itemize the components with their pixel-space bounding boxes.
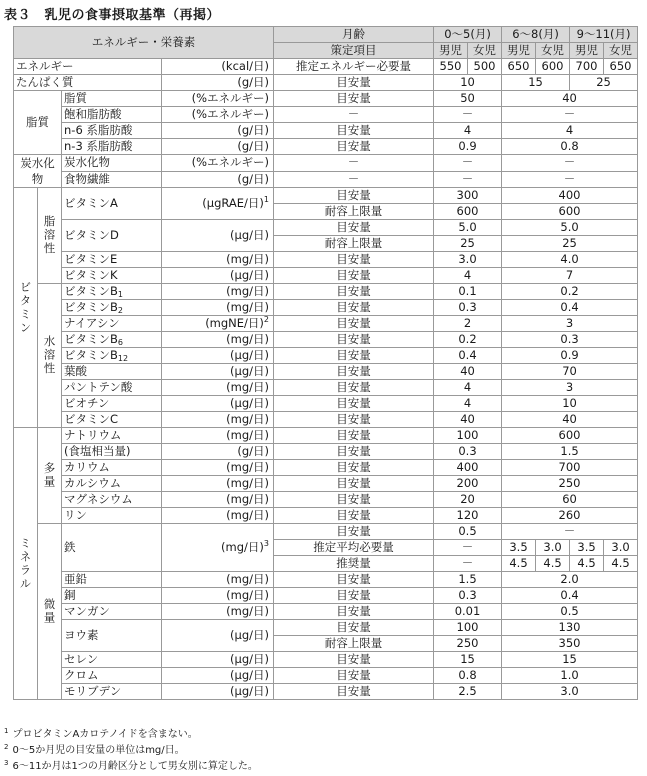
- value-cell: 0.5: [502, 604, 638, 620]
- value-cell: 4: [502, 123, 638, 139]
- dash-cell: －: [502, 524, 638, 540]
- category-vitamin: ビタミン: [14, 188, 38, 428]
- dash-cell: －: [434, 155, 502, 172]
- nutrient-unit: (mg/日): [162, 412, 274, 428]
- nutrient-unit: (mg/日): [162, 284, 274, 300]
- table-row-sfa: [14, 107, 638, 123]
- unit-text: (μgRAE/日): [202, 196, 264, 210]
- table-row-n3: [14, 139, 638, 155]
- value-cell: 3.0: [536, 540, 570, 556]
- nutrient-unit: (mg/日): [162, 508, 274, 524]
- item-label: 目安量: [274, 588, 434, 604]
- nutrient-unit: (mg/日): [162, 572, 274, 588]
- header-age-group: 6～8(月): [502, 27, 570, 43]
- nutrient-unit: (%エネルギー): [162, 91, 274, 107]
- footnote-mark: 1: [263, 195, 269, 205]
- value-cell: 0.1: [434, 284, 502, 300]
- nutrient-name: カルシウム: [62, 476, 162, 492]
- value-cell: 0.3: [434, 444, 502, 460]
- value-cell: 25: [434, 236, 502, 252]
- value-cell: 500: [468, 59, 502, 75]
- table-row-vitamin-b2: [14, 300, 638, 316]
- footnote-text: 0～5か月児の目安量の単位はmg/日。: [12, 745, 185, 756]
- nutrient-name: [62, 300, 162, 316]
- nutrient-name: ヨウ素: [62, 620, 162, 652]
- table-row-sodium: [14, 428, 638, 444]
- nutrient-name: 銅: [62, 588, 162, 604]
- nutrient-name: たんぱく質: [14, 75, 162, 91]
- nutrient-name: マグネシウム: [62, 492, 162, 508]
- value-cell: 3: [502, 380, 638, 396]
- value-cell: 3.0: [434, 252, 502, 268]
- dash-cell: －: [434, 107, 502, 123]
- nutrient-unit: (g/日): [162, 139, 274, 155]
- item-label: 目安量: [274, 300, 434, 316]
- value-cell: 10: [502, 396, 638, 412]
- nutrient-name: クロム: [62, 668, 162, 684]
- value-cell: 3: [502, 316, 638, 332]
- header-female: 女児: [604, 43, 638, 59]
- nutrient-name: ビタミンK: [62, 268, 162, 284]
- value-cell: 1.5: [434, 572, 502, 588]
- value-cell: 100: [434, 428, 502, 444]
- item-label: 目安量: [274, 508, 434, 524]
- nutrient-name: 飽和脂肪酸: [62, 107, 162, 123]
- item-label: 目安量: [274, 123, 434, 139]
- item-label: 目安量: [274, 348, 434, 364]
- item-label: 推定平均必要量: [274, 540, 434, 556]
- item-label: 目安量: [274, 428, 434, 444]
- header-nutrient: エネルギー・栄養素: [14, 27, 274, 59]
- value-cell: 7: [502, 268, 638, 284]
- value-cell: 600: [434, 204, 502, 220]
- nutrient-name: 葉酸: [62, 364, 162, 380]
- item-label: 目安量: [274, 380, 434, 396]
- nutrient-unit: (kcal/日): [162, 59, 274, 75]
- table-row-vitamin-b1: [14, 284, 638, 300]
- table-row-calcium: [14, 476, 638, 492]
- nutrient-unit: (mg/日): [162, 460, 274, 476]
- item-label: 目安量: [274, 668, 434, 684]
- nutrient-name: エネルギー: [14, 59, 162, 75]
- value-cell: 0.5: [434, 524, 502, 540]
- nutrient-unit: (mg/日): [162, 428, 274, 444]
- header-age: 月齢: [274, 27, 434, 43]
- table-row-protein: [14, 75, 638, 91]
- nutrient-name: [62, 284, 162, 300]
- name-subscript: 6: [117, 338, 123, 347]
- table-row-magnesium: [14, 492, 638, 508]
- table-row-manganese: [14, 604, 638, 620]
- footnote-mark: 3: [4, 758, 9, 767]
- header-age-group: 0～5(月): [434, 27, 502, 43]
- nutrient-unit: (g/日): [162, 444, 274, 460]
- nutrient-unit: (mg/日): [162, 252, 274, 268]
- item-label: 目安量: [274, 396, 434, 412]
- nutrient-name: 鉄: [62, 524, 162, 572]
- nutrient-unit: (mg/日): [162, 476, 274, 492]
- table-row-vitamin-a: [14, 188, 638, 204]
- value-cell: 100: [434, 620, 502, 636]
- dash-cell: －: [274, 171, 434, 188]
- value-cell: 550: [434, 59, 468, 75]
- footnote: [4, 758, 258, 773]
- table-row-copper: [14, 588, 638, 604]
- value-cell: 3.5: [570, 540, 604, 556]
- nutrient-name: 食物繊維: [62, 171, 162, 188]
- nutrient-unit: [162, 524, 274, 572]
- table-row-fiber: [14, 171, 638, 188]
- value-cell: 40: [434, 364, 502, 380]
- value-cell: 3.0: [502, 684, 638, 700]
- category-fat-soluble: 脂溶性: [38, 188, 62, 284]
- nutrient-unit: (μg/日): [162, 348, 274, 364]
- nutrient-name: パントテン酸: [62, 380, 162, 396]
- table-row-potassium: [14, 460, 638, 476]
- value-cell: 260: [502, 508, 638, 524]
- value-cell: 4: [434, 380, 502, 396]
- footnote-mark: 2: [4, 742, 9, 751]
- nutrient-unit: (g/日): [162, 75, 274, 91]
- nutrient-name: [62, 348, 162, 364]
- nutrient-unit: (μg/日): [162, 620, 274, 652]
- value-cell: 0.9: [434, 139, 502, 155]
- value-cell: 40: [502, 412, 638, 428]
- item-label: 目安量: [274, 75, 434, 91]
- value-cell: 0.8: [502, 139, 638, 155]
- nutrient-unit: (mg/日): [162, 588, 274, 604]
- value-cell: 2.5: [434, 684, 502, 700]
- name-text: ビタミンB: [64, 348, 118, 362]
- footnote-text: 6～11か月は1つの月齢区分として男女別に算定した。: [12, 761, 258, 772]
- value-cell: 130: [502, 620, 638, 636]
- table-row-iron-ai: [14, 524, 638, 540]
- table-row-phosphorus: [14, 508, 638, 524]
- item-label: 耐容上限量: [274, 236, 434, 252]
- value-cell: 600: [536, 59, 570, 75]
- footnote-mark: 1: [4, 726, 9, 735]
- item-label: 目安量: [274, 460, 434, 476]
- footnote: [4, 742, 185, 757]
- value-cell: 5.0: [434, 220, 502, 236]
- name-subscript: 1: [117, 290, 123, 299]
- value-cell: 50: [434, 91, 502, 107]
- nutrient-name: リン: [62, 508, 162, 524]
- value-cell: 0.3: [434, 588, 502, 604]
- dash-cell: －: [502, 171, 638, 188]
- footnote: [4, 726, 198, 741]
- header-male: 男児: [502, 43, 536, 59]
- nutrient-unit: (mg/日): [162, 604, 274, 620]
- dash-cell: －: [274, 155, 434, 172]
- name-text: ビタミンB: [64, 284, 118, 298]
- value-cell: 3.5: [502, 540, 536, 556]
- value-cell: 250: [434, 636, 502, 652]
- value-cell: 350: [502, 636, 638, 652]
- header-female: 女児: [536, 43, 570, 59]
- value-cell: 1.0: [502, 668, 638, 684]
- value-cell: 650: [604, 59, 638, 75]
- table-row-fat: [14, 91, 638, 107]
- nutrient-name: ビタミンE: [62, 252, 162, 268]
- intake-standards-table: [13, 26, 638, 700]
- item-label: 目安量: [274, 604, 434, 620]
- item-label: 目安量: [274, 444, 434, 460]
- nutrient-name: マンガン: [62, 604, 162, 620]
- item-label: 目安量: [274, 316, 434, 332]
- nutrient-unit: [162, 188, 274, 220]
- nutrient-name: 炭水化物: [62, 155, 162, 172]
- category-carbohydrate: 炭水化物: [14, 155, 62, 188]
- nutrient-unit: (μg/日): [162, 220, 274, 252]
- value-cell: 1.5: [502, 444, 638, 460]
- table-row-vitamin-k: [14, 268, 638, 284]
- value-cell: 4: [434, 123, 502, 139]
- nutrient-name: ビタミンD: [62, 220, 162, 252]
- value-cell: 650: [502, 59, 536, 75]
- category-mineral: ミネラル: [14, 428, 38, 700]
- name-text: ビタミンB: [64, 332, 118, 346]
- footnote-mark: 3: [263, 539, 269, 549]
- item-label: 目安量: [274, 476, 434, 492]
- item-label: 耐容上限量: [274, 204, 434, 220]
- nutrient-name: 亜鉛: [62, 572, 162, 588]
- header-male: 男児: [570, 43, 604, 59]
- value-cell: 0.01: [434, 604, 502, 620]
- header-age-group: 9～11(月): [570, 27, 638, 43]
- item-label: 目安量: [274, 572, 434, 588]
- table-row-energy: [14, 59, 638, 75]
- nutrient-name: 脂質: [62, 91, 162, 107]
- value-cell: 4.5: [536, 556, 570, 572]
- item-label: 目安量: [274, 220, 434, 236]
- value-cell: 0.4: [502, 588, 638, 604]
- value-cell: 4.5: [570, 556, 604, 572]
- value-cell: 2.0: [502, 572, 638, 588]
- nutrient-unit: (mg/日): [162, 492, 274, 508]
- value-cell: 40: [502, 91, 638, 107]
- nutrient-unit: (g/日): [162, 123, 274, 139]
- footnote-mark: 2: [263, 315, 269, 325]
- item-label: 目安量: [274, 364, 434, 380]
- value-cell: 120: [434, 508, 502, 524]
- table-row-salt: [14, 444, 638, 460]
- item-label: 目安量: [274, 412, 434, 428]
- header-item: 策定項目: [274, 43, 434, 59]
- value-cell: 0.4: [502, 300, 638, 316]
- value-cell: 700: [570, 59, 604, 75]
- nutrient-name: n-6 系脂肪酸: [62, 123, 162, 139]
- value-cell: 300: [434, 188, 502, 204]
- value-cell: 60: [502, 492, 638, 508]
- table-row-vitamin-d: [14, 220, 638, 236]
- table-row-folate: [14, 364, 638, 380]
- item-label: 目安量: [274, 252, 434, 268]
- nutrient-unit: (μg/日): [162, 364, 274, 380]
- unit-text: (mg/日): [221, 540, 264, 554]
- table-row-vitamin-b12: [14, 348, 638, 364]
- nutrient-unit: (μg/日): [162, 268, 274, 284]
- value-cell: 200: [434, 476, 502, 492]
- table-row-vitamin-e: [14, 252, 638, 268]
- table-row-iodine: [14, 620, 638, 636]
- table-row-pantothenic-acid: [14, 380, 638, 396]
- value-cell: 2: [434, 316, 502, 332]
- table-row-molybdenum: [14, 684, 638, 700]
- name-text: ビタミンB: [64, 300, 118, 314]
- dash-cell: －: [434, 556, 502, 572]
- nutrient-unit: (%エネルギー): [162, 155, 274, 172]
- item-label: 目安量: [274, 684, 434, 700]
- table-title: 表３ 乳児の食事摂取基準（再掲）: [4, 8, 221, 23]
- nutrient-unit: [162, 316, 274, 332]
- nutrient-unit: (μg/日): [162, 668, 274, 684]
- dash-cell: －: [434, 171, 502, 188]
- table-row-biotin: [14, 396, 638, 412]
- nutrient-name: ナイアシン: [62, 316, 162, 332]
- value-cell: 15: [502, 652, 638, 668]
- value-cell: 40: [434, 412, 502, 428]
- dash-cell: －: [434, 540, 502, 556]
- value-cell: 0.9: [502, 348, 638, 364]
- category-trace: 微量: [38, 524, 62, 700]
- value-cell: 0.3: [502, 332, 638, 348]
- dash-cell: －: [502, 155, 638, 172]
- table-row-niacin: [14, 316, 638, 332]
- nutrient-unit: (mg/日): [162, 300, 274, 316]
- nutrient-name: カリウム: [62, 460, 162, 476]
- item-label: 推奨量: [274, 556, 434, 572]
- item-label: 目安量: [274, 652, 434, 668]
- nutrient-name: (食塩相当量): [62, 444, 162, 460]
- value-cell: 5.0: [502, 220, 638, 236]
- nutrient-name: ビタミンC: [62, 412, 162, 428]
- nutrient-unit: (mg/日): [162, 380, 274, 396]
- category-major: 多量: [38, 428, 62, 524]
- header-male: 男児: [434, 43, 468, 59]
- header-row-1: [14, 27, 638, 43]
- item-label: 目安量: [274, 620, 434, 636]
- nutrient-name: [62, 332, 162, 348]
- category-lipid: 脂質: [14, 91, 62, 155]
- item-label: 目安量: [274, 332, 434, 348]
- category-water-soluble: 水溶性: [38, 284, 62, 428]
- dash-cell: －: [274, 107, 434, 123]
- value-cell: 400: [502, 188, 638, 204]
- table-row-vitamin-b6: [14, 332, 638, 348]
- value-cell: 0.8: [434, 668, 502, 684]
- name-subscript: 2: [117, 306, 123, 315]
- nutrient-unit: (%エネルギー): [162, 107, 274, 123]
- value-cell: 20: [434, 492, 502, 508]
- nutrient-name: セレン: [62, 652, 162, 668]
- table-row-chromium: [14, 668, 638, 684]
- value-cell: 4.5: [502, 556, 536, 572]
- nutrient-unit: (μg/日): [162, 652, 274, 668]
- item-label: 目安量: [274, 492, 434, 508]
- value-cell: 0.2: [502, 284, 638, 300]
- nutrient-name: ナトリウム: [62, 428, 162, 444]
- header-female: 女児: [468, 43, 502, 59]
- value-cell: 15: [434, 652, 502, 668]
- value-cell: 0.3: [434, 300, 502, 316]
- item-label: 目安量: [274, 524, 434, 540]
- value-cell: 25: [570, 75, 638, 91]
- table-row-vitamin-c: [14, 412, 638, 428]
- value-cell: 10: [434, 75, 502, 91]
- item-label: 目安量: [274, 91, 434, 107]
- value-cell: 250: [502, 476, 638, 492]
- table-row-carbohydrate: [14, 155, 638, 172]
- value-cell: 0.2: [434, 332, 502, 348]
- item-label: 耐容上限量: [274, 636, 434, 652]
- nutrient-unit: (μg/日): [162, 684, 274, 700]
- value-cell: 15: [502, 75, 570, 91]
- nutrient-unit: (μg/日): [162, 396, 274, 412]
- table-row-selenium: [14, 652, 638, 668]
- nutrient-unit: (g/日): [162, 171, 274, 188]
- table-row-zinc: [14, 572, 638, 588]
- unit-text: (mgNE/日): [205, 316, 264, 330]
- nutrient-name: ビオチン: [62, 396, 162, 412]
- value-cell: 4.5: [604, 556, 638, 572]
- item-label: 目安量: [274, 188, 434, 204]
- nutrient-name: モリブデン: [62, 684, 162, 700]
- item-label: 推定エネルギー必要量: [274, 59, 434, 75]
- value-cell: 400: [434, 460, 502, 476]
- value-cell: 4: [434, 268, 502, 284]
- item-label: 目安量: [274, 284, 434, 300]
- name-subscript: 12: [117, 354, 129, 363]
- nutrient-name: n-3 系脂肪酸: [62, 139, 162, 155]
- value-cell: 600: [502, 428, 638, 444]
- value-cell: 4.0: [502, 252, 638, 268]
- value-cell: 3.0: [604, 540, 638, 556]
- value-cell: 700: [502, 460, 638, 476]
- footnote-text: プロビタミンAカロテノイドを含まない。: [12, 729, 198, 740]
- dash-cell: －: [502, 107, 638, 123]
- table-row-n6: [14, 123, 638, 139]
- nutrient-name: ビタミンA: [62, 188, 162, 220]
- value-cell: 4: [434, 396, 502, 412]
- item-label: 目安量: [274, 268, 434, 284]
- value-cell: 0.4: [434, 348, 502, 364]
- value-cell: 70: [502, 364, 638, 380]
- value-cell: 600: [502, 204, 638, 220]
- nutrient-unit: (mg/日): [162, 332, 274, 348]
- value-cell: 25: [502, 236, 638, 252]
- item-label: 目安量: [274, 139, 434, 155]
